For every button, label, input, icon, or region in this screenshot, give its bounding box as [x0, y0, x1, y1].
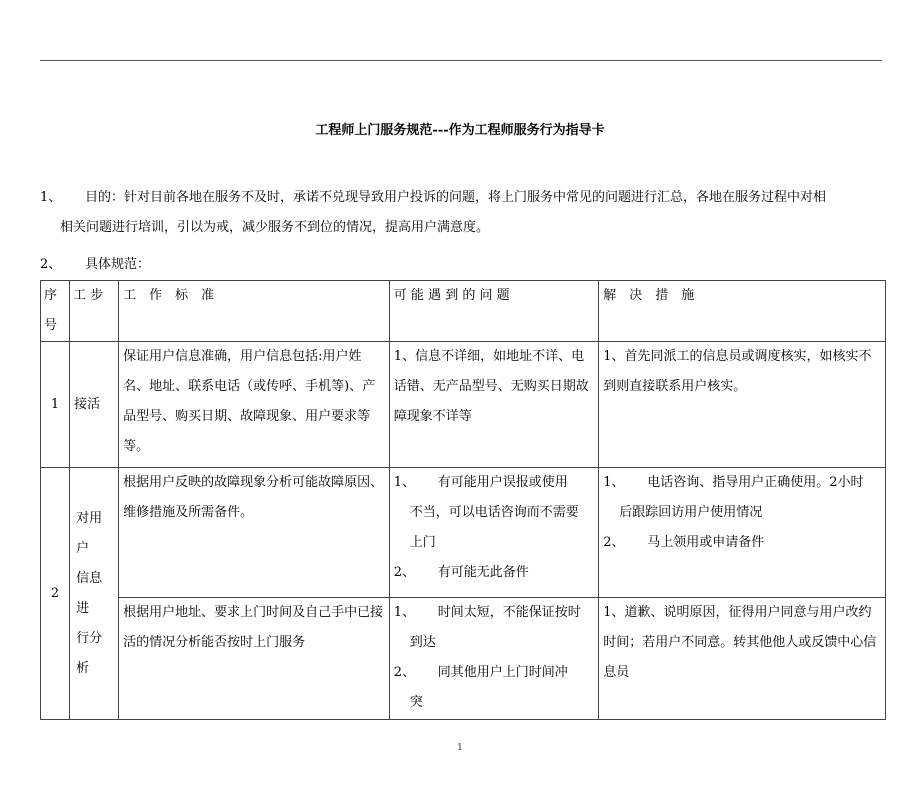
list-item: 2、 马上领用或申请备件: [603, 535, 765, 550]
header-rule: [40, 60, 882, 61]
section-purpose-number: 1、: [40, 190, 62, 205]
section-purpose: [40, 183, 895, 243]
table-header-row: [41, 281, 886, 342]
row2a-standard: 根据用户反映的故障现象分析可能故障原因、维修措施及所需备件。: [119, 468, 390, 598]
row2b-solution: 1、道歉、说明原因，征得用户同意与用户改约时间；若用户不同意。转其他他人或反馈中心信息员: [599, 598, 886, 720]
header-solution: 解 决 措 施: [599, 281, 886, 342]
header-index: 序号: [41, 281, 70, 342]
list-item: 1、 电话咨询、指导用户正确使用。2小时 后跟踪回访用户使用情况: [603, 475, 864, 520]
page-number: 1: [457, 743, 463, 753]
list-item: 1、 时间太短，不能保证按时 到达: [393, 605, 581, 650]
row1-standard: 保证用户信息准确，用户信息包括:用户姓名、地址、联系电话（或传呼、手机等)、产品型号、购买日期、故障现象、用户要求等等。: [119, 342, 390, 468]
row2a-solution: [599, 468, 886, 598]
row2-step: 对用 户 信息 进 行分 析: [70, 468, 119, 720]
row2b-problem: [389, 598, 598, 720]
row2a-problem: [389, 468, 598, 598]
section-purpose-line2: 相关问题进行培训，引以为戒，减少服务不到位的情况，提高用户满意度。: [60, 220, 490, 235]
section-purpose-line1: 目的：针对目前各地在服务不及时，承诺不兑现导致用户投诉的问题，将上门服务中常见的问题进行汇总，各地在服务过程中对相: [85, 190, 827, 205]
header-standard: 工 作 标 准: [119, 281, 390, 342]
table-row: [41, 342, 886, 468]
section-spec: [40, 250, 895, 280]
section-spec-number: 2、: [40, 257, 62, 272]
row2-index: 2: [41, 468, 70, 720]
table-row: [41, 468, 886, 598]
list-item: 2、 有可能无此备件: [393, 565, 529, 580]
document-title: 工程师上门服务规范---作为工程师服务行为指导卡: [315, 123, 605, 138]
table-row: [41, 598, 886, 720]
row1-solution: 1、首先同派工的信息员或调度核实，如核实不到则直接联系用户核实。: [599, 342, 886, 468]
row1-index: 1: [41, 342, 70, 468]
header-step: 工 步: [70, 281, 119, 342]
row2b-standard: 根据用户地址、要求上门时间及自己手中已接活的情况分析能否按时上门服务: [119, 598, 390, 720]
spec-table: [40, 280, 886, 720]
list-item: 1、 有可能用户误报或使用 不当，可以电话咨询而不需要 上门: [393, 475, 579, 550]
list-item: 2、 同其他用户上门时间冲 突: [393, 665, 568, 710]
header-problem: 可 能 遇 到 的 问 题: [389, 281, 598, 342]
row1-problem: 1、信息不详细，如地址不详、电话错、无产品型号、无购买日期故障现象不详等: [389, 342, 598, 468]
section-spec-label: 具体规范：: [85, 257, 151, 272]
row1-step: 接活: [70, 342, 119, 468]
